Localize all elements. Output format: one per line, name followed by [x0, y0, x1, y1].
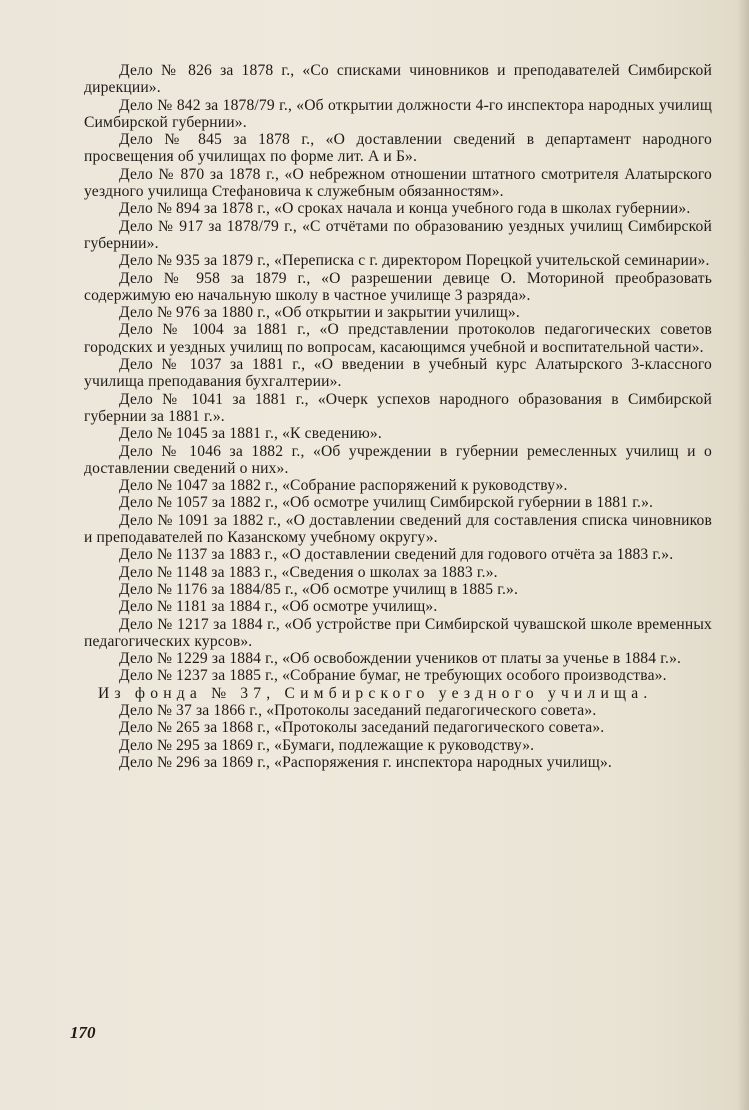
archive-entry: Дело № 917 за 1878/79 г., «С отчётами по образованию уездных училищ Симбирской губернии».: [84, 217, 712, 252]
archive-entry: Дело № 295 за 1869 г., «Бумаги, подлежащие к руководству».: [119, 736, 535, 754]
archive-entry: Дело № 1148 за 1883 г., «Сведения о школах за 1883 г.».: [119, 563, 498, 581]
archive-entry: Дело № 1217 за 1884 г., «Об устройстве при Симбирской чувашской школе временных педагогических курсов».: [84, 615, 712, 650]
archive-entry: Дело № 1037 за 1881 г., «О введении в учебный курс Алатырского 3-классного училища преподавания бухгалтерии».: [84, 356, 712, 391]
archive-entry: Дело № 935 за 1879 г., «Переписка с г. директором Порецкой учительской семинарии».: [119, 252, 710, 270]
archive-entry: Дело № 1229 за 1884 г., «Об освобождении учеников от платы за ученье в 1884 г.».: [119, 650, 682, 668]
archive-entry: Дело № 1057 за 1882 г., «Об осмотре училищ Симбирской губернии в 1881 г.».: [119, 494, 654, 512]
archive-entry: Дело № 870 за 1878 г., «О небрежном отношении штатного смотрителя Алатырского уездного училища Стефановича к служебным обязанностям».: [84, 165, 712, 201]
archive-entry: Дело № 1047 за 1882 г., «Собрание распоряжений к руководству».: [119, 477, 568, 495]
archive-entry: Дело № 842 за 1878/79 г., «Об открытии должности 4-го инспектора народных училищ Симбирской губернии».: [84, 96, 712, 131]
archive-entry: Дело № 1045 за 1881 г., «К сведению».: [119, 425, 382, 443]
archive-entry: Дело № 265 за 1868 г., «Протоколы заседаний педагогического совета».: [119, 719, 605, 737]
fond-heading: Из фонда № 37, Симбирского уездного училища.: [98, 684, 653, 702]
page-number: 170: [70, 1023, 96, 1042]
archive-entry: Дело № 1137 за 1883 г., «О доставлении сведений для годового отчёта за 1883 г.».: [119, 546, 674, 564]
archive-listing: [84, 62, 712, 771]
archive-entry: Дело № 894 за 1878 г., «О сроках начала и конца учебного года в школах губернии».: [119, 200, 691, 218]
archive-entry: Дело № 1041 за 1881 г., «Очерк успехов народного образования в Симбирской губернии за 1881 г.».: [84, 390, 712, 425]
page-edge-shadow: [737, 0, 749, 1110]
entries-group-1: [84, 62, 712, 685]
archive-entry: Дело № 976 за 1880 г., «Об открытии и закрытии училищ».: [119, 304, 520, 322]
entries-group-2: [84, 702, 712, 771]
archive-entry: Дело № 1091 за 1882 г., «О доставлении сведений для составления списка чиновников и преподавателей по Казанскому учебному округу».: [84, 511, 712, 547]
archive-entry: Дело № 296 за 1869 г., «Распоряжения г. инспектора народных училищ».: [119, 753, 612, 771]
archive-entry: Дело № 826 за 1878 г., «Со списками чиновников и преподавателей Симбирской дирекции».: [84, 62, 712, 97]
archive-entry: Дело № 845 за 1878 г., «О доставлении сведений в департамент народного просвещения об училищах по форме лит. А и Б».: [84, 131, 712, 166]
archive-entry: Дело № 1181 за 1884 г., «Об осмотре училищ».: [119, 598, 438, 616]
archive-entry: Дело № 1237 за 1885 г., «Собрание бумаг, не требующих особого производства».: [119, 667, 667, 685]
archive-entry: Дело № 1176 за 1884/85 г., «Об осмотре училищ в 1885 г.».: [119, 580, 519, 598]
archive-entry: Дело № 1046 за 1882 г., «Об учреждении в губернии ремесленных училищ и о доставлении сведений о них».: [84, 442, 712, 477]
archive-entry: Дело № 37 за 1866 г., «Протоколы заседаний педагогического совета».: [119, 701, 597, 719]
archive-entry: Дело № 1004 за 1881 г., «О представлении протоколов педагогических советов городских и уездных училищ по вопросам, касающимся учебной и воспитательной части».: [84, 321, 712, 356]
archive-entry: Дело № 958 за 1879 г., «О разрешении девице О. Моториной преобразовать содержимую ею начальную школу в частное училище 3 разряда».: [84, 269, 712, 304]
